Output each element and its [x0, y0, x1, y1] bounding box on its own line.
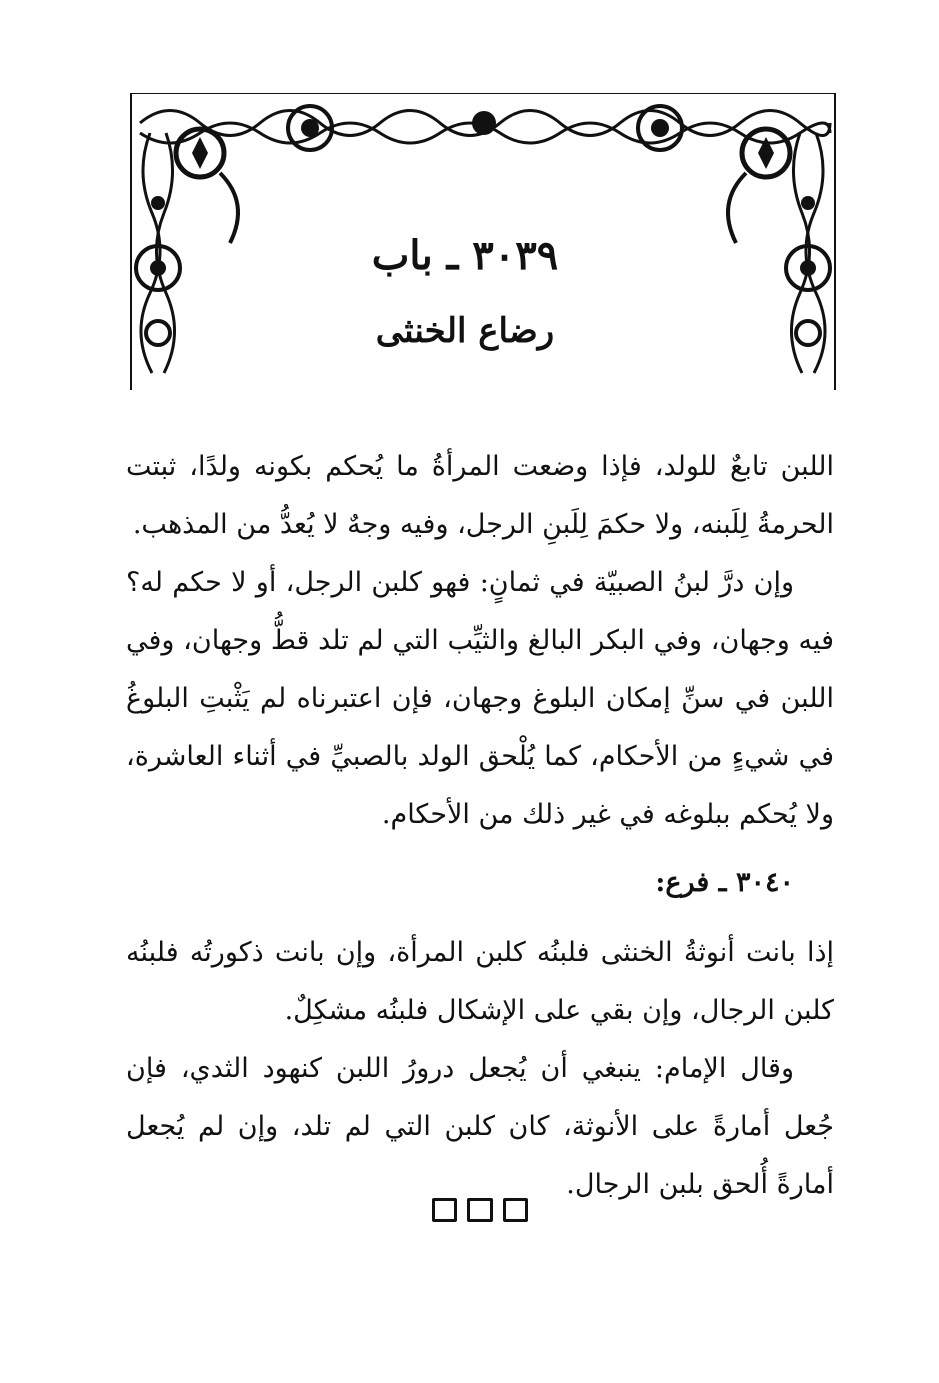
end-mark-box: [503, 1198, 528, 1222]
end-mark-box: [432, 1198, 457, 1222]
page-body: [126, 438, 834, 1214]
chapter-title: رضاع الخنثى: [375, 311, 555, 351]
chapter-heading: ٣٠٣٩ ـ باب: [371, 232, 559, 279]
end-mark-box: [467, 1198, 492, 1222]
paragraph: وإن درَّ لبنُ الصبيّة في ثمانٍ: فهو كلبن الرجل، أو لا حكم له؟ فيه وجهان، وفي البكر البالغ والثيِّب التي لم تلد قطُّ وجهان، وفي اللبن في سنِّ إمكان البلوغ وجهان، فإن اعتبرناه لم يَثْبتِ البلوغُ في شيءٍ من الأحكام، كما يُلْحق الولد بالصبيِّ في أثناء العاشرة، ولا يُحكم ببلوغه في غير ذلك من الأحكام.: [126, 567, 834, 830]
paragraph: اللبن تابعٌ للولد، فإذا وضعت المرأةُ ما يُحكم بكونه ولدًا، ثبتت الحرمةُ لِلَبنه، ولا حكمَ لِلَبنِ الرجل، وفيه وجهٌ لا يُعدُّ من المذهب.: [126, 451, 834, 540]
section-subheading: ٣٠٤٠ ـ فرع:: [655, 867, 794, 898]
paragraph: إذا بانت أنوثةُ الخنثى فلبنُه كلبن المرأة، وإن بانت ذكورتُه فلبنُه كلبن الرجال، وإن بقي على الإشكال فلبنُه مشكِلٌ.: [126, 937, 834, 1026]
section-end-marks: [432, 1198, 528, 1224]
paragraph: وقال الإمام: ينبغي أن يُجعل درورُ اللبن كنهود الثدي، فإن جُعل أمارةً على الأنوثة، كان كلبن التي لم تلد، وإن لم يُجعل أمارةً أُلحق بلبن الرجال.: [126, 1053, 834, 1200]
